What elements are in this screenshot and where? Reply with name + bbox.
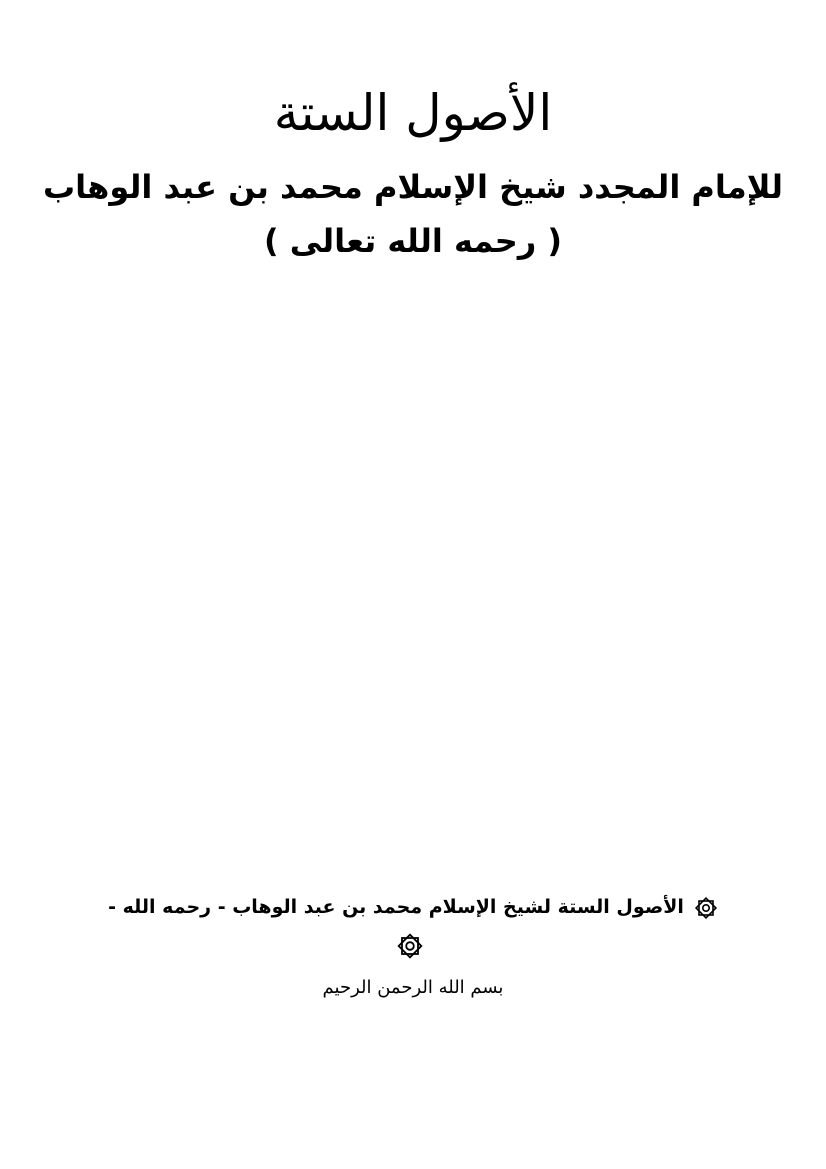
basmala-text: بسم الله الرحمن الرحيم [322, 977, 504, 998]
document-title: الأصول الستة [273, 84, 553, 142]
eight-point-star-ornament-icon [396, 932, 424, 960]
document-subtitle-note: ( رحمه الله تعالى ) [263, 222, 563, 260]
eight-point-star-ornament-icon [694, 896, 718, 920]
document-subtitle: للإمام المجدد شيخ الإسلام محمد بن عبد الوهاب [42, 168, 784, 206]
section-heading: الأصول الستة لشيخ الإسلام محمد بن عبد الوهاب - رحمه الله - [108, 896, 684, 918]
section-heading-line [0, 892, 826, 922]
